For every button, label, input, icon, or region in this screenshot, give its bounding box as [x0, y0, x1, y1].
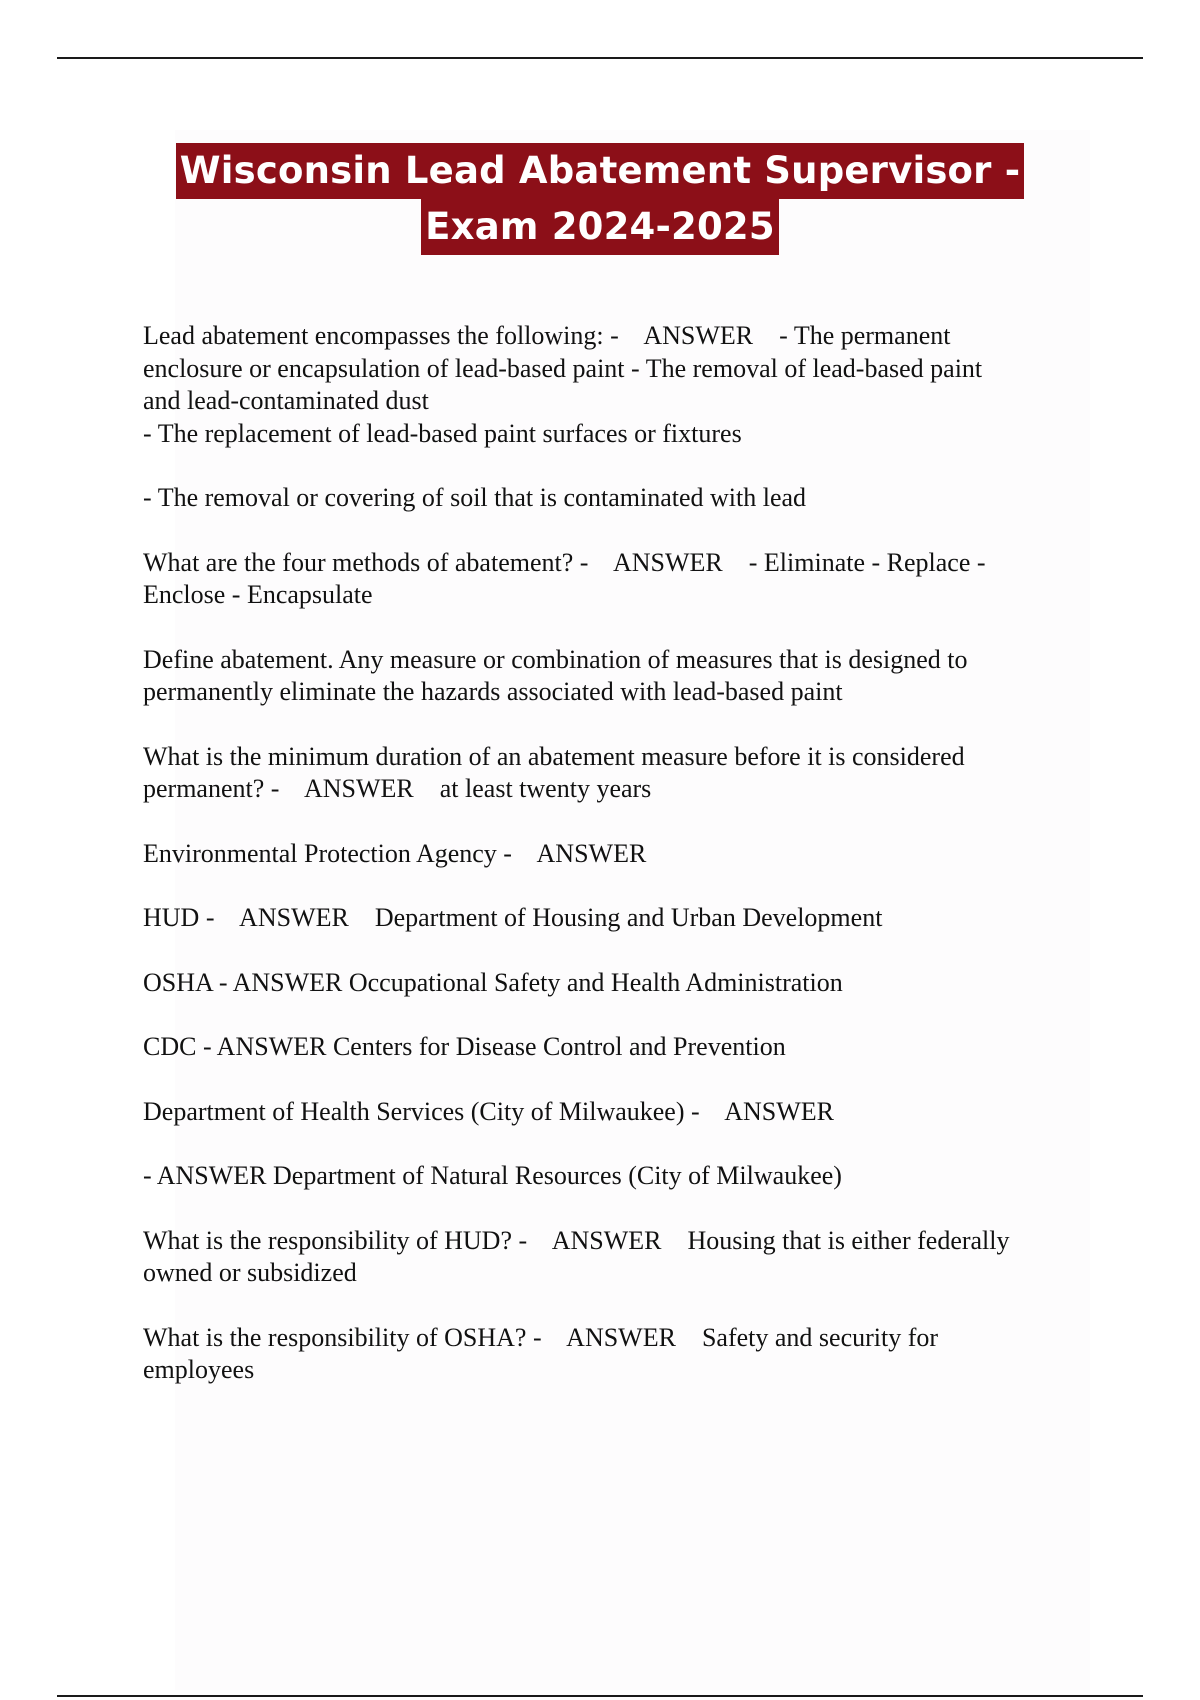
qa-text-line: Department of Health Services (City of Milwaukee) - ANSWER	[143, 1096, 834, 1126]
qa-text-line: What is the minimum duration of an abatement measure before it is considered	[143, 741, 965, 771]
qa-text-line: and lead-contaminated dust	[143, 386, 429, 415]
qa-text-line: - ANSWER Department of Natural Resources (City of Milwaukee)	[143, 1161, 842, 1190]
qa-text-line: Lead abatement encompasses the following: - ANSWER - The permanent	[143, 321, 951, 350]
qa-item	[143, 482, 1103, 515]
qa-item	[143, 1225, 1103, 1290]
qa-item	[143, 1160, 1103, 1193]
qa-item	[143, 902, 1103, 935]
qa-item	[143, 1096, 1103, 1129]
title-line-1: Wisconsin Lead Abatement Supervisor -	[176, 143, 1025, 199]
document-title	[0, 143, 1200, 255]
qa-item	[143, 547, 1103, 612]
qa-text-line: Define abatement. Any measure or combination of measures that is designed to	[143, 644, 968, 674]
qa-item	[143, 838, 1103, 871]
qa-text-line: Environmental Protection Agency - ANSWER	[143, 838, 647, 868]
qa-item	[143, 1322, 1103, 1387]
qa-text-line: What are the four methods of abatement? - ANSWER - Eliminate - Replace -	[143, 547, 986, 577]
qa-item	[143, 1031, 1103, 1064]
qa-text-line: Enclose - Encapsulate	[143, 580, 373, 609]
qa-text-line: - The replacement of lead-based paint surfaces or fixtures	[143, 418, 742, 448]
qa-text-line: What is the responsibility of OSHA? - ANSWER Safety and security for	[143, 1322, 939, 1352]
qa-item	[143, 967, 1103, 1000]
qa-text-line: enclosure or encapsulation of lead-based paint - The removal of lead-based paint	[143, 353, 983, 383]
qa-text-line: CDC - ANSWER Centers for Disease Control and Prevention	[143, 1032, 786, 1061]
header-rule	[57, 57, 1143, 59]
qa-text-line: HUD - ANSWER Department of Housing and Urban Development	[143, 903, 883, 932]
qa-item	[143, 644, 1103, 709]
footer-rule	[57, 1695, 1143, 1697]
qa-text-line: owned or subsidized	[143, 1258, 357, 1287]
title-line-2: Exam 2024-2025	[421, 199, 779, 255]
qa-item	[143, 741, 1103, 806]
qa-text-line: employees	[143, 1355, 255, 1384]
qa-item	[143, 320, 1103, 450]
qa-text-line: - The removal or covering of soil that is contaminated with lead	[143, 483, 807, 512]
qa-text-line: What is the responsibility of HUD? - ANSWER Housing that is either federally	[143, 1225, 1010, 1255]
qa-list	[143, 320, 1103, 1419]
qa-text-line: permanent? - ANSWER at least twenty years	[143, 774, 652, 803]
qa-text-line: permanently eliminate the hazards associated with lead-based paint	[143, 677, 843, 706]
qa-text-line: OSHA - ANSWER Occupational Safety and Health Administration	[143, 967, 843, 997]
